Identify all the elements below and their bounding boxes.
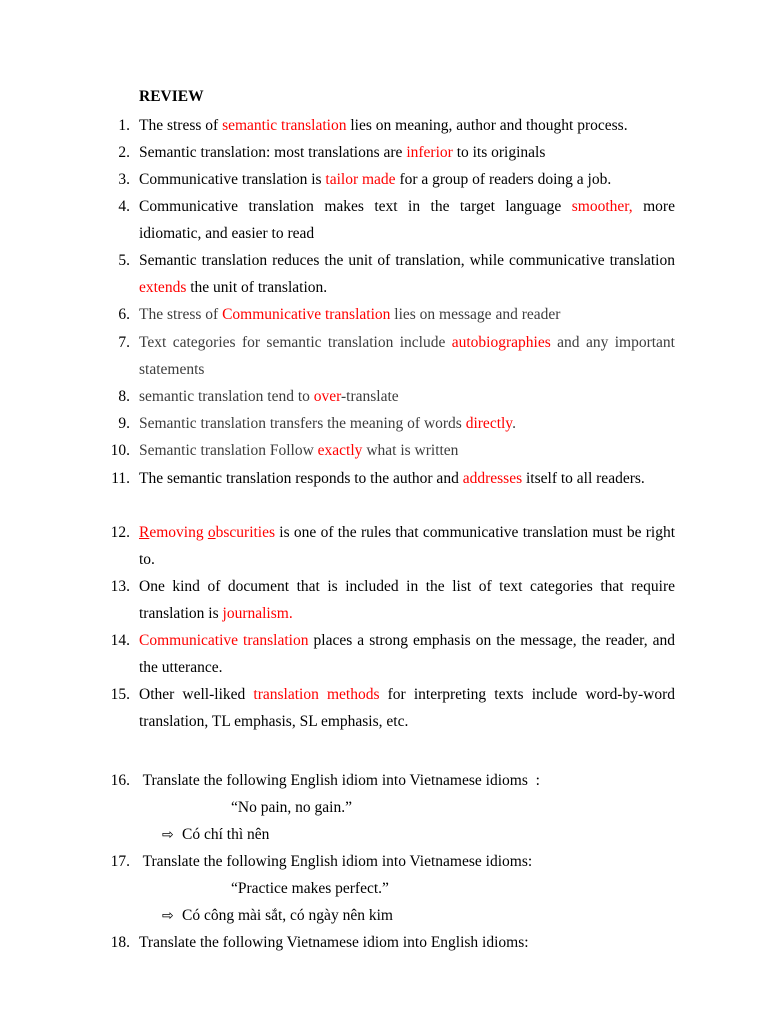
text-segment: places a strong emphasis on the message, the reader, and the utterance. bbox=[139, 632, 675, 676]
text-segment: Semantic translation transfers the meaning of words bbox=[139, 415, 466, 432]
item-text: Translate the following English idiom into Vietnamese idioms : bbox=[139, 772, 540, 789]
answer-text: Có chí thì nên bbox=[182, 826, 270, 843]
text-segment: and any important statements bbox=[139, 334, 675, 378]
answer-line-16 bbox=[162, 825, 269, 845]
highlighted-term: o bbox=[207, 524, 216, 541]
item-text bbox=[139, 166, 675, 193]
item-number: 15. bbox=[110, 686, 130, 703]
item-text bbox=[139, 437, 675, 464]
right-arrow-icon: ⇨ bbox=[162, 827, 174, 843]
text-segment: itself to all readers. bbox=[522, 470, 645, 487]
highlighted-term: tailor made bbox=[325, 171, 396, 188]
item-number: 14. bbox=[110, 632, 130, 649]
item-text bbox=[139, 627, 675, 681]
item-number: 2. bbox=[118, 144, 130, 161]
highlighted-term: bscurities bbox=[215, 524, 276, 541]
item-text: Translate the following English idiom into Vietnamese idioms: bbox=[139, 853, 533, 870]
item-text bbox=[139, 193, 675, 247]
text-segment: for a group of readers doing a job. bbox=[395, 171, 612, 188]
item-number: 1. bbox=[118, 117, 130, 134]
answer-line-17 bbox=[162, 906, 393, 926]
item-number: 16. bbox=[110, 772, 130, 789]
text-segment: One kind of document that is included in the list of text categories that require translation is bbox=[139, 578, 675, 622]
highlighted-term: journalism bbox=[222, 605, 289, 622]
text-segment: is one of the rules that communicative translation must be right to. bbox=[139, 524, 676, 568]
text-segment: . bbox=[512, 415, 516, 432]
item-number: 12. bbox=[110, 524, 130, 541]
highlighted-term: exactly bbox=[317, 442, 363, 459]
item-text bbox=[139, 681, 675, 735]
item-text bbox=[139, 519, 675, 573]
item-text bbox=[139, 465, 675, 492]
text-segment: lies on message and reader bbox=[390, 306, 561, 323]
item-number: 7. bbox=[118, 334, 130, 351]
item-text bbox=[139, 112, 675, 139]
text-segment: Semantic translation reduces the unit of translation, while communicative translation bbox=[139, 252, 675, 269]
highlighted-term: Communicative translation bbox=[222, 306, 391, 323]
text-segment: Other well-liked bbox=[139, 686, 254, 703]
text-segment: more idiomatic, and easier to read bbox=[139, 198, 675, 242]
highlighted-term: Communicative translation bbox=[139, 632, 309, 649]
text-segment: lies on meaning, author and thought process. bbox=[346, 117, 628, 134]
item-text bbox=[139, 139, 675, 166]
item-text: Translate the following Vietnamese idiom into English idioms: bbox=[139, 934, 529, 951]
highlighted-term: semantic translation bbox=[222, 117, 347, 134]
item-number: 17. bbox=[110, 853, 130, 870]
highlighted-term: autobiographies bbox=[451, 334, 551, 351]
highlighted-term: . bbox=[288, 605, 293, 622]
item-text bbox=[139, 410, 675, 437]
item-text bbox=[139, 247, 675, 301]
item-number: 9. bbox=[118, 415, 130, 432]
item-number: 3. bbox=[118, 171, 130, 188]
item-number: 13. bbox=[110, 578, 130, 595]
idiom-quote-17: “Practice makes perfect.” bbox=[231, 880, 389, 897]
text-segment: the unit of translation. bbox=[186, 279, 328, 296]
item-text bbox=[139, 301, 675, 328]
item-text bbox=[139, 329, 675, 383]
page-title: REVIEW bbox=[139, 88, 204, 105]
text-segment: -translate bbox=[341, 388, 399, 405]
highlighted-term: over bbox=[313, 388, 341, 405]
text-segment: The semantic translation responds to the author and bbox=[139, 470, 463, 487]
highlighted-term: smoother, bbox=[571, 198, 633, 215]
item-number: 10. bbox=[110, 442, 130, 459]
text-segment: semantic translation tend to bbox=[139, 388, 314, 405]
highlighted-term: inferior bbox=[406, 144, 453, 161]
item-text bbox=[139, 383, 675, 410]
text-segment: what is written bbox=[362, 442, 459, 459]
text-segment: to its originals bbox=[452, 144, 546, 161]
item-number: 18. bbox=[110, 934, 130, 951]
answer-text: Có công mài sắt, có ngày nên kim bbox=[182, 907, 393, 924]
text-segment: Semantic translation Follow bbox=[139, 442, 318, 459]
text-segment: Semantic translation: most translations are bbox=[139, 144, 407, 161]
text-segment: Text categories for semantic translation include bbox=[139, 334, 452, 351]
highlighted-term: addresses bbox=[462, 470, 523, 487]
highlighted-term: translation methods bbox=[253, 686, 380, 703]
item-number: 5. bbox=[118, 252, 130, 269]
text-segment: The stress of bbox=[139, 117, 223, 134]
item-number: 8. bbox=[118, 388, 130, 405]
right-arrow-icon: ⇨ bbox=[162, 908, 174, 924]
idiom-quote-16: “No pain, no gain.” bbox=[231, 799, 352, 816]
highlighted-term: extends bbox=[139, 279, 187, 296]
highlighted-term: R bbox=[139, 524, 150, 541]
highlighted-term: directly bbox=[465, 415, 513, 432]
item-number: 4. bbox=[118, 198, 130, 215]
text-segment: Communicative translation is bbox=[139, 171, 326, 188]
item-number: 11. bbox=[111, 470, 130, 487]
highlighted-term: emoving bbox=[149, 524, 208, 541]
item-text bbox=[139, 573, 675, 627]
item-number: 6. bbox=[118, 306, 130, 323]
text-segment: The stress of bbox=[139, 306, 223, 323]
text-segment: Communicative translation makes text in the target language bbox=[139, 198, 572, 215]
text-segment: for interpreting texts include word-by-word translation, TL emphasis, SL emphasis, etc. bbox=[139, 686, 675, 730]
